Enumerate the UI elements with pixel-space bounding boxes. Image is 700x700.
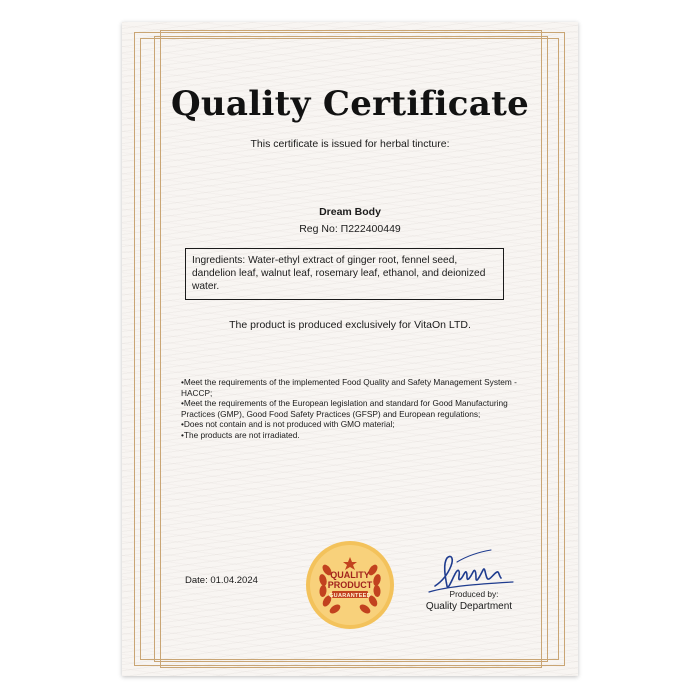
seal-line-guaranteed: GUARANTEED [329, 593, 371, 599]
product-name: Dream Body [319, 206, 381, 218]
certificate-title: Quality Certificate [170, 84, 530, 124]
requirement-item: • Meet the requirements of the implemented Food Quality and Safety Management System - HACCP; [181, 377, 521, 398]
requirement-item: • Meet the requirements of the European legislation and standard for Good Manufacturing Practices (GMP), Good Food Safety Practices (GFSP) and European regulations; [181, 398, 521, 419]
produced-by-label: Produced by: [449, 589, 499, 599]
requirement-item: • The products are not irradiated. [181, 430, 521, 441]
seal-line-product: PRODUCT [327, 580, 373, 590]
registration-number: Reg No: П222400449 [299, 223, 401, 235]
ingredients-box: Ingredients: Water-ethyl extract of ginger root, fennel seed, dandelion leaf, walnut leaf, rosemary leaf, ethanol, and deionized water. [185, 248, 504, 300]
requirement-item: • Does not contain and is not produced with GMO material; [181, 419, 521, 430]
requirements-list [181, 377, 521, 440]
intro-text: This certificate is issued for herbal tincture: [250, 138, 450, 150]
quality-seal [305, 540, 395, 630]
seal-line-quality: QUALITY [330, 570, 370, 580]
issue-date: Date: 01.04.2024 [185, 575, 258, 586]
certificate-page [122, 22, 578, 676]
quality-department-label: Quality Department [425, 601, 513, 612]
producer-statement: The product is produced exclusively for VitaOn LTD. [229, 319, 471, 331]
